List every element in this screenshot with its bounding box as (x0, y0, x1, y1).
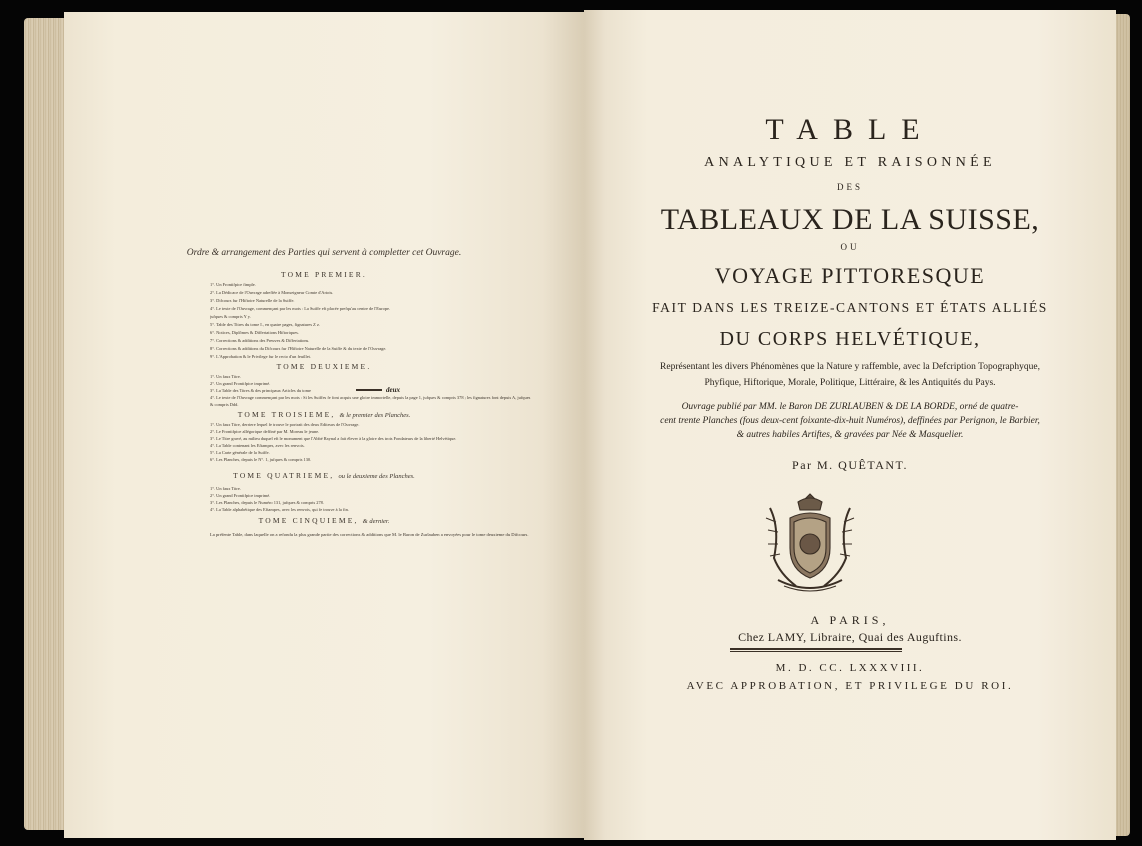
tome4-title: TOME QUATRIEME, (233, 471, 335, 480)
tome1-item: 3°. Difcours fur l'Hiftoire Naturelle de la Suiffe. (210, 298, 295, 303)
tome1-item: 4°. Le texte de l'Ouvrage, commençant par les mots : La Suiffe eft placée prefqu'au centre de l'Europe. (210, 306, 391, 311)
tome1-item: jufques & compris Y y. (210, 314, 251, 319)
tome5-subtitle: & dernier. (362, 518, 390, 525)
author-line: Par M. QUÊTANT. (792, 458, 908, 472)
tome4-heading (64, 471, 584, 480)
tome3-item: 4°. La Table contenant les Eftampes, avec les renvois. (210, 443, 305, 448)
title-voyage: VOYAGE PITTORESQUE (714, 263, 986, 288)
title-tableaux: TABLEAUX DE LA SUISSE, (660, 203, 1040, 236)
privilege-line: AVEC APPROBATION, ET PRIVILEGE DU ROI. (686, 680, 1014, 692)
open-book (24, 10, 1130, 842)
tome2-item: 1°. Un faux Titre. (210, 374, 241, 379)
right-page (584, 10, 1116, 840)
tome4-item: 1°. Un faux Titre. (210, 486, 241, 491)
left-page-content (64, 12, 584, 838)
final-note: La préfente Table, dans laquelle on a refondu la plus grande partie des corrections & additions que M. le Baron de Zurlauben a envoyées pour le tome deuxieme du Difcours. (210, 532, 529, 537)
main-title: TABLE (765, 113, 935, 146)
tome2-item: & compris Ddd. (210, 402, 239, 407)
description-line-1: Représentant les divers Phénomènes que la Nature y raffemble, avec la Defcription Topographyque, (660, 362, 1040, 372)
contents-heading: Ordre & arrangement des Parties qui servent à completter cet Ouvrage. (186, 248, 462, 258)
title-page (584, 10, 1116, 840)
tome2-item: 2°. Un grand Frontifpice imprimé. (210, 381, 271, 386)
description-line-2: Phyfique, Hiftorique, Morale, Politique, Littéraire, & les Antiquités du Pays. (704, 378, 996, 388)
redaction-bar (356, 389, 382, 391)
tome4-item: 3°. Les Planches, depuis le Numéro 131, jufques & compris 278. (210, 500, 324, 505)
coat-of-arms-vignette (760, 488, 860, 594)
tome3-subtitle: & le premier des Planches. (339, 412, 411, 419)
tome2-title: TOME DEUXIEME. (276, 362, 372, 371)
tome3-title: TOME TROISIEME, (237, 410, 336, 419)
title-corps: DU CORPS HELVÉTIQUE, (719, 328, 981, 350)
tome1-item: 5°. Table des Titres du tome I., en quatre pages, fignatures Z z. (210, 322, 321, 327)
credits-line-2: cent trente Planches (fous deux-cent foixante-dix-huit Numéros), deffinées par Perignon, le Barbier, (660, 416, 1040, 426)
tome1-item: 1°. Un Frontifpice fimple. (210, 282, 256, 287)
page-edges-left (24, 18, 68, 830)
tome5-title: TOME CINQUIEME, (258, 516, 359, 525)
word-ou: OU (840, 242, 860, 252)
tome4-subtitle: ou le deuxieme des Planches. (338, 473, 415, 480)
tome3-item: 2°. Le Frontifpice allégorique deffiné par M. Moreau le jeune. (210, 429, 320, 434)
subtitle-fait: FAIT DANS LES TREIZE-CANTONS ET ÉTATS ALLIÉS (652, 300, 1048, 315)
place-line: A PARIS, (810, 613, 890, 627)
tome5-heading (64, 516, 584, 525)
credits-line-3: & autres habiles Artiftes, & gravées par Née & Masquelier. (736, 430, 964, 440)
word-des: DES (836, 182, 863, 192)
left-page (64, 12, 584, 838)
date-line: M. D. CC. LXXXVIII. (775, 662, 925, 674)
tome1-item: 2°. La Dédicace de l'Ouvrage adreffée à Monseigneur Comte d'Artois. (210, 290, 334, 295)
tome3-item: 3°. Le Titre gravé, au milieu duquel eft le monument que l'Abbé Raynal a fait élever à la gloire des trois Fondateurs de la liberté Helvétique. (210, 436, 457, 441)
tome1-title: TOME PREMIER. (281, 270, 367, 279)
tome1-item: 7°. Corrections & additions des Preuves & Differtations. (210, 338, 310, 343)
handwritten-correction: deux (386, 386, 400, 394)
page-edges-right (1116, 14, 1130, 836)
tome4-item: 2°. Un grand Frontifpice imprimé. (210, 493, 271, 498)
credits-line-1: Ouvrage publié par MM. le Baron DE ZURLAUBEN & DE LA BORDE, orné de quatre- (681, 402, 1019, 412)
tome2-item: 3°. La Table des Titres & des principaux Articles du tome (210, 388, 311, 393)
subtitle-analytique: ANALYTIQUE ET RAISONNÉE (704, 155, 996, 170)
tome3-item: 1°. Un faux Titre, derriere lequel fe trouve le portrait des deux Editeurs de l'Ouvrage. (210, 422, 360, 427)
tome1-item: 6°. Notices, Diplômes & Differtations Hiftoriques. (210, 330, 299, 335)
divider-rule (730, 648, 902, 650)
tome3-item: 5°. La Carte générale de la Suiffe. (210, 450, 270, 455)
tome3-item: 6°. Les Planches, depuis le N°. 1, jufques & compris 130. (210, 457, 312, 462)
tome1-item: 8°. Corrections & additions du Difcours fur l'Hiftoire Naturelle de la Suiffe & du texte de l'Ouvrage. (210, 346, 387, 351)
tome2-item: 4°. Le texte de l'Ouvrage commençant par les mots : Si les Suiffes fe font acquis une gloire immortelle, depuis la page 1, jufques & compris 378 ; les fignatures font depuis A, jufques (210, 395, 531, 400)
tome3-heading (64, 410, 584, 419)
tome1-item: 9°. L'Approbation & le Privilege fur le recto d'un feuillet. (210, 354, 312, 359)
publisher-line: Chez LAMY, Libraire, Quai des Auguftins. (738, 630, 962, 644)
tome4-item: 4°. La Table alphabétique des Eftampes, avec les renvois, qui fe trouve à la fin. (210, 507, 349, 512)
divider-rule-thin (730, 651, 902, 652)
